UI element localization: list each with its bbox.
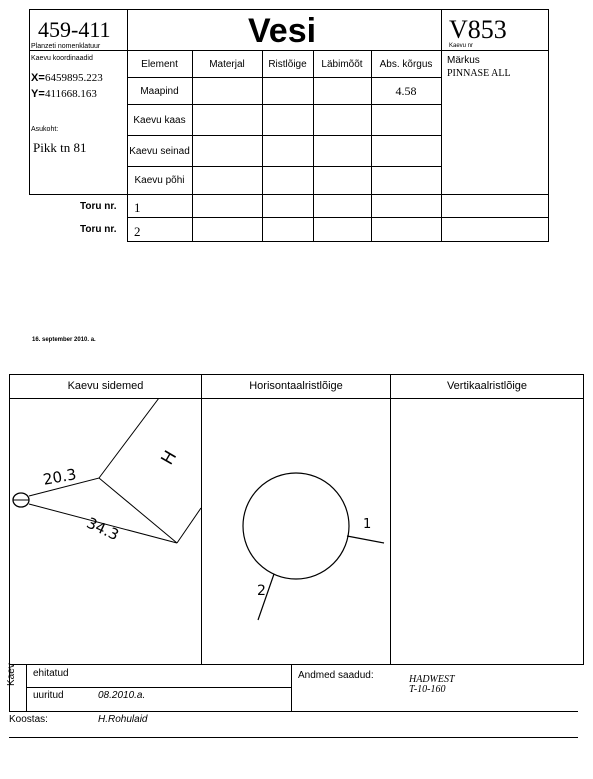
dimension-label: 34.3 (83, 513, 122, 545)
pipe-number: 2 (134, 224, 141, 239)
letter-h-label: H (157, 447, 182, 469)
well-circle (243, 473, 349, 579)
pipe-label: Toru nr. (80, 201, 117, 212)
surveyed-label: uuritud (33, 690, 64, 701)
compiled-label: Koostas: (9, 714, 48, 725)
col-header-material: Materjal (209, 58, 245, 70)
surveyed-value: 08.2010.a. (98, 690, 146, 701)
pipe-line (347, 536, 384, 543)
data-from-label: Andmed saadud: (298, 670, 374, 681)
section-title-connections: Kaevu sidemed (67, 380, 144, 392)
nomenclature-label: Planzeti nomenklatuur (31, 43, 101, 50)
pipe-number-label: 1 (363, 517, 372, 532)
col-header-abs-height: Abs. kõrgus (379, 58, 433, 70)
x-value: 6459895.223 (45, 72, 103, 84)
date-text: 16. september 2010. a. (32, 337, 96, 343)
table-row-label: Kaevu seinad (129, 145, 190, 157)
well-number-value: V853 (449, 15, 507, 44)
pipe-label: Toru nr. (80, 224, 117, 235)
table-cell-abs: 4.58 (395, 83, 417, 98)
location-value: Pikk tn 81 (33, 140, 87, 155)
col-header-cross-section: Ristlõige (268, 58, 307, 70)
kaev-label: Kaev (6, 663, 17, 686)
section-title-horizontal: Horisontaalristlõige (249, 380, 343, 392)
table-row-label: Kaevu põhi (134, 175, 185, 186)
x-label: X= (31, 72, 45, 84)
horizontal-section-sketch (202, 398, 390, 664)
nomenclature-value: 459-411 (38, 17, 111, 42)
y-value: 411668.163 (45, 88, 97, 100)
remarks-value: PINNASE ALL (447, 68, 511, 79)
page-title: Vesi (248, 12, 317, 50)
col-header-element: Element (141, 58, 178, 70)
data-from-value: T-10-160 (409, 684, 446, 695)
section-title-vertical: Vertikaalristlõige (446, 380, 528, 392)
table-row-label: Maapind (140, 85, 179, 97)
well-number-label: Kaevu nr (449, 43, 474, 49)
built-label: ehitatud (33, 668, 69, 679)
col-header-diameter: Läbimõõt (321, 58, 363, 70)
compiled-value: H.Rohulaid (98, 714, 148, 725)
location-label: Asukoht: (31, 126, 59, 133)
data-from-value: HADWEST (409, 674, 455, 685)
coords-label: Kaevu koordinaadid (31, 55, 93, 62)
pipe-number: 1 (134, 200, 141, 215)
y-label: Y= (31, 88, 45, 100)
pipe-number-label: 2 (257, 583, 266, 599)
dimension-label: 20.3 (41, 465, 78, 489)
remarks-label: Märkus (447, 55, 480, 66)
table-row-label: Kaevu kaas (133, 114, 186, 126)
